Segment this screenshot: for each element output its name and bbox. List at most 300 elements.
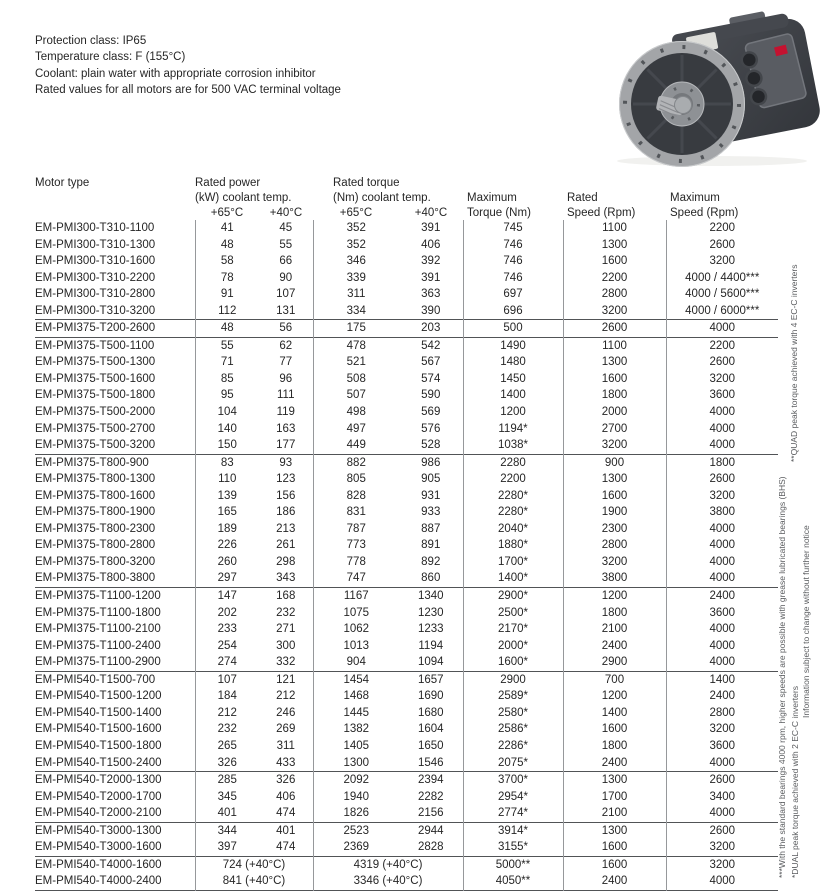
- cell-motor: EM-PMI540-T1500-1800: [35, 739, 162, 752]
- cell-rs: 2800: [563, 537, 666, 554]
- table-row: [35, 488, 778, 505]
- cell-maxt: 2500*: [463, 605, 563, 622]
- cell-t65: 2092: [313, 772, 399, 789]
- header-motor-type: Motor type: [35, 177, 90, 189]
- cell-ms: 2600: [666, 237, 778, 254]
- cell-rs: 1300: [563, 471, 666, 488]
- cell-t40: 363: [421, 288, 441, 301]
- table-row: [35, 387, 778, 404]
- cell-maxt: 1480: [463, 354, 563, 371]
- cell-rs: 2800: [563, 286, 666, 303]
- cell-maxt: 746: [463, 237, 563, 254]
- cell-motor: EM-PMI375-T1100-1200: [35, 588, 195, 605]
- table-row: [35, 688, 778, 705]
- cell-ms: 3600: [666, 605, 778, 622]
- table-row: [35, 789, 778, 806]
- cell-p65: 397: [195, 839, 259, 856]
- cell-t65: 175: [313, 320, 399, 338]
- header-power-65: +65°C: [210, 207, 244, 219]
- cell-p65: 285: [195, 772, 259, 789]
- cell-t65: 346: [313, 253, 399, 270]
- cell-p65: 48: [195, 320, 259, 338]
- cell-maxt: 1450: [463, 371, 563, 388]
- cell-motor: EM-PMI540-T1500-2400: [35, 756, 162, 769]
- cell-rs: 1200: [563, 588, 666, 605]
- cell-t65: 352: [313, 220, 399, 237]
- cell-maxt: 1038*: [463, 437, 563, 454]
- table-row: [35, 839, 778, 856]
- cell-t65: 904: [313, 654, 399, 671]
- cell-ms: 3200: [666, 856, 778, 873]
- cell-maxt: 2280*: [463, 488, 563, 505]
- cell-p40: 311: [276, 739, 295, 752]
- cell-maxt: 1194*: [463, 421, 563, 438]
- cell-ms: 4000: [666, 621, 778, 638]
- table-header: [35, 174, 778, 220]
- cell-maxt: 5000**: [463, 856, 563, 873]
- table-row: [35, 873, 778, 890]
- cell-p65: 274: [195, 654, 259, 671]
- cell-ms: 4000: [666, 437, 778, 454]
- table-row: [35, 772, 778, 789]
- cell-rs: 2200: [563, 270, 666, 287]
- cell-t65: 3346 (+40°C): [313, 873, 463, 890]
- cell-rs: 1400: [563, 705, 666, 722]
- cell-p65: 232: [195, 721, 259, 738]
- cell-t65: 311: [313, 286, 399, 303]
- cell-motor: EM-PMI375-T800-900: [35, 454, 195, 471]
- table-row: [35, 588, 778, 605]
- cell-motor: EM-PMI540-T1500-1600: [35, 723, 162, 736]
- cell-p40: 433: [276, 756, 296, 769]
- cell-motor: EM-PMI300-T310-1300: [35, 238, 156, 251]
- cell-ms: 4000: [666, 421, 778, 438]
- cell-rs: 3800: [563, 570, 666, 587]
- cell-maxt: 2200: [463, 471, 563, 488]
- cell-motor: EM-PMI540-T2000-1300: [35, 772, 195, 789]
- cell-t65: 831: [313, 504, 399, 521]
- cell-ms: 4000: [666, 638, 778, 655]
- cell-t40: 203: [399, 320, 463, 338]
- cell-p40: 474: [276, 841, 296, 854]
- cell-p40: 474: [276, 807, 296, 820]
- cell-t40: 567: [421, 356, 441, 369]
- cell-p40: 246: [276, 706, 296, 719]
- cell-p65: 48: [195, 237, 259, 254]
- motor-front-face: [619, 41, 745, 167]
- cell-t65: 2369: [313, 839, 399, 856]
- header-max-torque: Maximum: [467, 192, 517, 204]
- table-row: [35, 404, 778, 421]
- cell-p65: 140: [195, 421, 259, 438]
- cell-rs: 2400: [563, 873, 666, 890]
- cell-ms: 3200: [666, 839, 778, 856]
- cell-maxt: 2900*: [463, 588, 563, 605]
- cell-t65: 1826: [313, 805, 399, 822]
- cell-p65: 189: [195, 521, 259, 538]
- header-max-speed: Maximum: [670, 192, 720, 204]
- table-row: [35, 253, 778, 270]
- cell-p40: 261: [276, 539, 296, 552]
- cell-t65: 1167: [313, 588, 399, 605]
- cell-t40: 1194: [418, 639, 444, 652]
- cell-ms: 3200: [666, 721, 778, 738]
- spec-line-temperature-class: Temperature class: F (155°C): [35, 51, 186, 64]
- cell-motor: EM-PMI300-T310-1100: [35, 222, 155, 234]
- cell-t40: 1680: [417, 706, 444, 719]
- cell-maxt: 2589*: [463, 688, 563, 705]
- cell-rs: 2000: [563, 404, 666, 421]
- cell-motor: EM-PMI540-T2000-2100: [35, 807, 162, 820]
- cell-ms: 1800: [666, 454, 778, 471]
- cell-motor: EM-PMI375-T500-2000: [35, 406, 156, 419]
- cell-maxt: 2954*: [463, 789, 563, 806]
- cell-p65: 226: [195, 537, 259, 554]
- cell-ms: 3800: [666, 504, 778, 521]
- cell-t40: 569: [421, 406, 441, 419]
- cell-maxt: 746: [463, 270, 563, 287]
- cell-maxt: 1400*: [463, 570, 563, 587]
- cell-maxt: 500: [463, 320, 563, 338]
- spec-line-coolant: Coolant: plain water with appropriate corrosion inhibitor: [35, 67, 316, 80]
- header-rated-speed: Rated: [567, 192, 598, 204]
- cell-ms: 4000: [666, 873, 778, 890]
- header-power-40: +40°C: [269, 207, 303, 219]
- cell-p40: 232: [276, 606, 296, 619]
- cell-maxt: 4050**: [463, 873, 563, 890]
- cell-ms: 1400: [666, 671, 778, 688]
- cell-t65: 1075: [313, 605, 399, 622]
- cell-rs: 2700: [563, 421, 666, 438]
- cell-t65: 478: [313, 337, 399, 354]
- cell-ms: 3600: [666, 738, 778, 755]
- table-row: [35, 454, 778, 471]
- motor-spec-table: [35, 174, 778, 891]
- cell-t65: 1445: [313, 705, 399, 722]
- cell-p40: 55: [279, 238, 293, 251]
- cell-t65: 507: [313, 387, 399, 404]
- cell-p65: 233: [195, 621, 259, 638]
- cell-motor: EM-PMI300-T310-2800: [35, 288, 156, 301]
- cell-t65: 1454: [313, 671, 399, 688]
- cell-p40: 163: [276, 422, 296, 435]
- cell-ms: 3200: [666, 371, 778, 388]
- cell-ms: 2800: [666, 705, 778, 722]
- table-row: [35, 354, 778, 371]
- cell-maxt: 1700*: [463, 554, 563, 571]
- cell-p65: 91: [195, 286, 259, 303]
- cell-p65: 326: [195, 755, 259, 772]
- footnote-bearings: ***With the standard bearings 4000 rpm, higher speeds are possible with grease lubricated bearings (BHS): [777, 476, 787, 878]
- cell-motor: EM-PMI300-T310-3200: [35, 304, 156, 317]
- cell-motor: EM-PMI300-T310-1600: [35, 255, 156, 268]
- cell-maxt: 1400: [463, 387, 563, 404]
- cell-p65: 41: [195, 220, 259, 237]
- cell-rs: 2100: [563, 621, 666, 638]
- cell-p40: 96: [279, 372, 293, 385]
- cell-motor: EM-PMI375-T800-2300: [35, 522, 156, 535]
- cell-t40: 931: [421, 489, 441, 502]
- cell-motor: EM-PMI375-T800-1600: [35, 489, 156, 502]
- cell-t65: 508: [313, 371, 399, 388]
- table-row: [35, 721, 778, 738]
- cell-t65: 805: [313, 471, 399, 488]
- cell-maxt: 2170*: [463, 621, 563, 638]
- cell-rs: 3200: [563, 437, 666, 454]
- cell-p40: 131: [276, 304, 296, 317]
- cell-p65: 85: [195, 371, 259, 388]
- cell-p65: 107: [195, 671, 259, 688]
- cell-t40: 1094: [417, 656, 444, 669]
- cell-motor: EM-PMI375-T500-1300: [35, 356, 156, 369]
- cell-maxt: 1200: [463, 404, 563, 421]
- table-row: [35, 421, 778, 438]
- cell-rs: 900: [563, 454, 666, 471]
- cell-motor: EM-PMI540-T3000-1600: [35, 841, 162, 854]
- cell-maxt: 2280: [463, 454, 563, 471]
- table-row: [35, 856, 778, 873]
- cell-t40: 528: [421, 439, 441, 452]
- cell-rs: 1900: [563, 504, 666, 521]
- cell-t40: 2828: [417, 841, 444, 854]
- cell-maxt: 746: [463, 253, 563, 270]
- cell-t65: 828: [313, 488, 399, 505]
- cell-motor: EM-PMI300-T310-2200: [35, 271, 156, 284]
- cell-t65: 449: [313, 437, 399, 454]
- cell-p40: 332: [276, 656, 296, 669]
- table-row: [35, 521, 778, 538]
- cell-t40: 887: [421, 522, 441, 535]
- cell-ms: 3600: [666, 387, 778, 404]
- cell-rs: 1200: [563, 688, 666, 705]
- cell-rs: 3200: [563, 554, 666, 571]
- cell-ms: 4000: [666, 320, 778, 338]
- table-row: [35, 371, 778, 388]
- cell-rs: 1800: [563, 605, 666, 622]
- cell-t40: 2282: [417, 790, 444, 803]
- cell-p65: 297: [195, 570, 259, 587]
- table-row: [35, 286, 778, 303]
- cell-motor: EM-PMI540-T4000-2400: [35, 875, 162, 888]
- cell-motor: EM-PMI540-T2000-1700: [35, 790, 162, 803]
- cell-maxt: 2774*: [463, 805, 563, 822]
- cell-ms: 2400: [666, 588, 778, 605]
- cell-t40: 2394: [399, 772, 463, 789]
- cell-rs: 1600: [563, 839, 666, 856]
- cell-t65: 747: [313, 570, 399, 587]
- cell-ms: 2200: [666, 220, 778, 237]
- cell-maxt: 1600*: [463, 654, 563, 671]
- cell-p40: 300: [276, 639, 296, 652]
- cell-motor: EM-PMI375-T1100-2400: [35, 639, 161, 652]
- cell-rs: 1100: [563, 337, 666, 354]
- cell-rs: 1300: [563, 822, 666, 839]
- cell-p40: 213: [276, 522, 296, 535]
- cell-rs: 1600: [563, 253, 666, 270]
- table-row: [35, 270, 778, 287]
- cell-maxt: 1490: [463, 337, 563, 354]
- cell-p65: 401: [195, 805, 259, 822]
- cell-rs: 1300: [563, 354, 666, 371]
- cell-maxt: 2040*: [463, 521, 563, 538]
- cell-motor: EM-PMI540-T1500-700: [35, 671, 195, 688]
- cell-ms: 4000: [666, 554, 778, 571]
- cell-ms: 3200: [666, 488, 778, 505]
- cell-p40: 123: [276, 473, 296, 486]
- table-row: [35, 471, 778, 488]
- cell-motor: EM-PMI375-T500-1800: [35, 389, 156, 402]
- table-row: [35, 654, 778, 671]
- cell-t40: 391: [421, 271, 441, 284]
- header-rated-speed-unit: Speed (Rpm): [567, 207, 636, 219]
- cell-ms: 2600: [666, 822, 778, 839]
- cell-t40: 2944: [399, 822, 463, 839]
- cell-ms: 2600: [666, 471, 778, 488]
- cell-t40: 986: [399, 454, 463, 471]
- cell-p40: 45: [279, 222, 293, 234]
- cell-p65: 184: [195, 688, 259, 705]
- cell-p65: 58: [195, 253, 259, 270]
- cell-maxt: 2900: [463, 671, 563, 688]
- header-rated-power: Rated power: [195, 177, 261, 189]
- table-row: [35, 554, 778, 571]
- cell-t65: 882: [313, 454, 399, 471]
- cell-t40: 1657: [399, 671, 463, 688]
- spec-line-protection-class: Protection class: IP65: [35, 35, 147, 47]
- cell-t40: 933: [421, 506, 441, 519]
- cell-maxt: 2580*: [463, 705, 563, 722]
- header-torque-65: +65°C: [339, 207, 373, 219]
- table-row: [35, 755, 778, 772]
- cell-maxt: 3914*: [463, 822, 563, 839]
- cell-p40: 156: [276, 489, 296, 502]
- cell-motor: EM-PMI375-T500-2700: [35, 422, 156, 435]
- cell-t40: 391: [421, 222, 441, 234]
- cell-ms: 4000 / 5600***: [666, 286, 778, 303]
- cell-rs: 1600: [563, 721, 666, 738]
- table-row: [35, 671, 778, 688]
- cell-t40: 542: [399, 337, 463, 354]
- cell-t40: 2156: [417, 807, 444, 820]
- cell-t40: 574: [421, 372, 441, 385]
- cell-p40: 401: [259, 822, 313, 839]
- cell-p65: 344: [195, 822, 259, 839]
- cell-t40: 892: [421, 555, 441, 568]
- cell-ms: 4000 / 6000***: [666, 303, 778, 320]
- cell-t40: 1690: [417, 690, 444, 703]
- table-row: [35, 805, 778, 822]
- cell-p40: 212: [276, 690, 296, 703]
- footnote-dual-torque: *DUAL peak torque achieved with 2 EC-C inverters: [790, 686, 800, 878]
- cell-p40: 121: [259, 671, 313, 688]
- cell-motor: EM-PMI375-T800-3200: [35, 555, 156, 568]
- cell-rs: 700: [563, 671, 666, 688]
- cell-t40: 1340: [399, 588, 463, 605]
- cell-p40: 62: [259, 337, 313, 354]
- cell-p40: 269: [276, 723, 296, 736]
- cell-rs: 2300: [563, 521, 666, 538]
- cell-t65: 352: [313, 237, 399, 254]
- cell-maxt: 2586*: [463, 721, 563, 738]
- cell-ms: 4000: [666, 404, 778, 421]
- cell-p65: 71: [195, 354, 259, 371]
- header-power-unit: (kW) coolant temp.: [195, 192, 292, 204]
- cell-t40: 390: [421, 304, 441, 317]
- cell-t65: 1300: [313, 755, 399, 772]
- cell-p65: 95: [195, 387, 259, 404]
- cell-ms: 2200: [666, 337, 778, 354]
- cell-rs: 3200: [563, 303, 666, 320]
- cell-p40: 271: [276, 623, 296, 636]
- cell-t65: 2523: [313, 822, 399, 839]
- cell-ms: 4000: [666, 570, 778, 587]
- cell-ms: 3200: [666, 253, 778, 270]
- cell-rs: 2100: [563, 805, 666, 822]
- cell-t40: 905: [421, 473, 441, 486]
- cell-ms: 2600: [666, 772, 778, 789]
- cell-motor: EM-PMI375-T800-1900: [35, 506, 156, 519]
- table-row: [35, 638, 778, 655]
- cell-t40: 1604: [417, 723, 444, 736]
- cell-p65: 110: [195, 471, 259, 488]
- cell-t65: 1382: [313, 721, 399, 738]
- cell-t40: 1546: [417, 756, 444, 769]
- cell-motor: EM-PMI375-T500-1100: [35, 337, 195, 354]
- cell-t65: 1062: [313, 621, 399, 638]
- cell-maxt: 1880*: [463, 537, 563, 554]
- table-row: [35, 504, 778, 521]
- cell-p65: 265: [195, 738, 259, 755]
- cell-motor: EM-PMI540-T1500-1200: [35, 690, 162, 703]
- cell-maxt: 745: [463, 220, 563, 237]
- table-row: [35, 822, 778, 839]
- cell-p65: 112: [195, 303, 259, 320]
- cell-p65: 165: [195, 504, 259, 521]
- cell-p40: 119: [276, 406, 295, 419]
- cell-rs: 1300: [563, 237, 666, 254]
- cell-rs: 2400: [563, 638, 666, 655]
- cell-p40: 90: [279, 271, 293, 284]
- table-row: [35, 570, 778, 587]
- cell-motor: EM-PMI375-T200-2600: [35, 320, 195, 338]
- spec-table-body: [35, 220, 778, 890]
- cell-motor: EM-PMI375-T1100-1800: [35, 606, 161, 619]
- cell-p65: 345: [195, 789, 259, 806]
- cell-ms: 3400: [666, 789, 778, 806]
- table-row: [35, 320, 778, 338]
- cell-motor: EM-PMI375-T800-2800: [35, 539, 156, 552]
- cell-t40: 1230: [417, 606, 444, 619]
- cell-rs: 1300: [563, 772, 666, 789]
- header-max-torque-unit: Torque (Nm): [467, 207, 531, 219]
- table-row: [35, 738, 778, 755]
- cell-p40: 326: [259, 772, 313, 789]
- cell-t40: 1233: [417, 623, 444, 636]
- cell-ms: 2600: [666, 354, 778, 371]
- table-row: [35, 437, 778, 454]
- cell-motor: EM-PMI375-T500-3200: [35, 439, 156, 452]
- cell-t40: 1650: [417, 739, 444, 752]
- cell-t65: 1405: [313, 738, 399, 755]
- spec-summary: [35, 33, 341, 99]
- cell-motor: EM-PMI375-T1100-2100: [35, 623, 161, 636]
- footnote-change-notice: Information subject to change without further notice: [801, 525, 811, 718]
- cell-ms: 4000: [666, 521, 778, 538]
- cell-p65: 254: [195, 638, 259, 655]
- footnote-quad-torque: **QUAD peak torque achieved with 4 EC-C inverters: [789, 264, 799, 462]
- cell-p65: 260: [195, 554, 259, 571]
- cell-maxt: 3700*: [463, 772, 563, 789]
